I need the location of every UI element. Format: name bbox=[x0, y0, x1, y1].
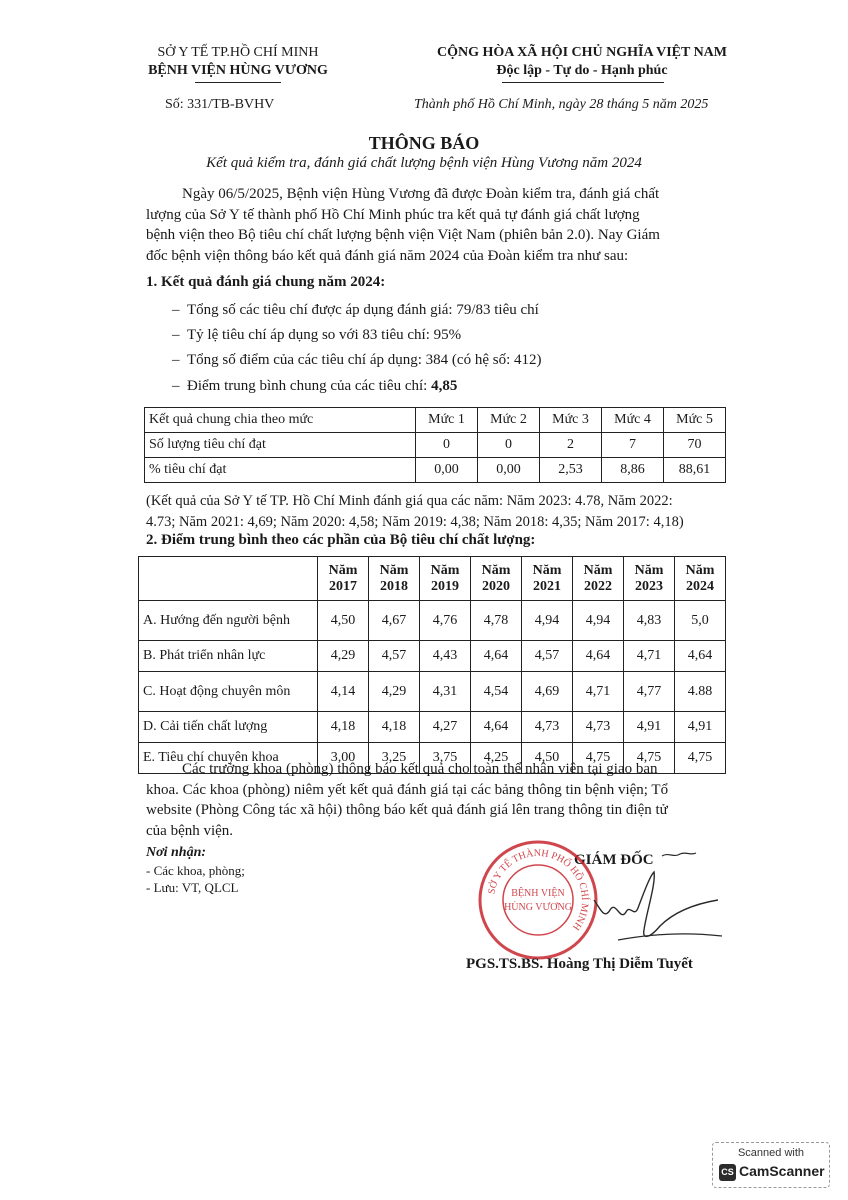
document-title: THÔNG BÁO bbox=[368, 133, 480, 153]
table-cell: Mức 2 bbox=[478, 408, 540, 433]
table-cell: Số lượng tiêu chí đạt bbox=[145, 433, 416, 458]
year-header bbox=[624, 557, 675, 601]
year-word: Năm bbox=[481, 562, 511, 578]
intro-line: bệnh viện theo Bộ tiêu chí chất lượng bệnh viện Việt Nam (phiên bản 2.0). Nay Giám bbox=[146, 227, 660, 243]
year-value: 2023 bbox=[635, 578, 663, 594]
year-value: 2019 bbox=[431, 578, 459, 594]
table-cell: 4,29 bbox=[318, 641, 369, 672]
table-cell: 4,78 bbox=[471, 601, 522, 641]
row-label: D. Cải tiến chất lượng bbox=[139, 712, 318, 743]
bullet-item bbox=[172, 302, 539, 319]
table-cell: 4,57 bbox=[522, 641, 573, 672]
table-cell: 4,69 bbox=[522, 672, 573, 712]
section2-heading: 2. Điểm trung bình theo các phần của Bộ tiêu chí chất lượng: bbox=[146, 532, 536, 548]
table-cell: 4,73 bbox=[522, 712, 573, 743]
bullet-item bbox=[172, 327, 461, 344]
intro-line: Ngày 06/5/2025, Bệnh viện Hùng Vương đã được Đoàn kiểm tra, đánh giá chất bbox=[182, 186, 660, 202]
section-scores-table bbox=[138, 556, 726, 774]
table-row bbox=[145, 433, 726, 458]
average-score: 4,85 bbox=[431, 378, 458, 394]
agency-name: SỞ Y TẾ TP.HỒ CHÍ MINH bbox=[157, 45, 319, 60]
intro-line: lượng của Sở Y tế thành phố Hồ Chí Minh phúc tra kết quả tự đánh giá chất lượng bbox=[146, 206, 640, 223]
row-label: B. Phát triển nhân lực bbox=[139, 641, 318, 672]
recipient-item: - Các khoa, phòng; bbox=[146, 863, 245, 878]
table-cell: 0,00 bbox=[416, 458, 478, 483]
note-line: (Kết quả của Sở Y tế TP. Hồ Chí Minh đánh giá qua các năm: Năm 2023: 4.78, Năm 2022: bbox=[146, 493, 673, 509]
nation-name: CỘNG HÒA XÃ HỘI CHỦ NGHĨA VIỆT NAM bbox=[436, 45, 727, 60]
table-cell: 4,64 bbox=[573, 641, 624, 672]
level-results-table bbox=[144, 407, 726, 483]
document-subtitle: Kết quả kiểm tra, đánh giá chất lượng bệnh viện Hùng Vương năm 2024 bbox=[206, 155, 642, 171]
table-cell: Mức 1 bbox=[416, 408, 478, 433]
year-header bbox=[318, 557, 369, 601]
table-cell: 8,86 bbox=[602, 458, 664, 483]
camscanner-badge bbox=[712, 1142, 830, 1188]
table-cell: Mức 4 bbox=[602, 408, 664, 433]
year-value: 2020 bbox=[482, 578, 510, 594]
table-cell: Mức 5 bbox=[664, 408, 726, 433]
scanned-with-label: Scanned with bbox=[737, 1147, 805, 1159]
table-cell: 4,64 bbox=[471, 712, 522, 743]
table-cell: Kết quả chung chia theo mức bbox=[145, 408, 416, 433]
table-cell: 4,75 bbox=[573, 743, 624, 774]
year-value: 2022 bbox=[584, 578, 612, 594]
document-number: Số: 331/TB-BVHV bbox=[165, 97, 275, 112]
table-header-row bbox=[145, 408, 726, 433]
closing-line: website (Phòng Công tác xã hội) thông báo kết quả đánh giá lên trang thông tin điện tử bbox=[146, 802, 668, 818]
hospital-seal bbox=[476, 838, 600, 962]
intro-line: đốc bệnh viện thông báo kết quả đánh giá năm 2024 của Đoàn kiểm tra như sau: bbox=[146, 247, 629, 264]
signer-role: GIÁM ĐỐC bbox=[574, 852, 654, 868]
seal-ring-text: SỞ Y TẾ THÀNH PHỐ HỒ CHÍ MINH bbox=[486, 847, 591, 933]
year-header bbox=[471, 557, 522, 601]
table-cell: 4,91 bbox=[624, 712, 675, 743]
year-word: Năm bbox=[583, 562, 613, 578]
dash-mark: – bbox=[172, 352, 180, 368]
year-word: Năm bbox=[430, 562, 460, 578]
table-cell: 4,18 bbox=[318, 712, 369, 743]
year-header bbox=[573, 557, 624, 601]
year-header bbox=[675, 557, 726, 601]
camscanner-name: CamScanner bbox=[739, 1163, 825, 1179]
table-cell: % tiêu chí đạt bbox=[145, 458, 416, 483]
table-header-row bbox=[139, 557, 726, 601]
national-motto: Độc lập - Tự do - Hạnh phúc bbox=[496, 63, 668, 78]
table-cell: 3,00 bbox=[318, 743, 369, 774]
table-cell: 4,31 bbox=[420, 672, 471, 712]
table-cell: 0 bbox=[416, 433, 478, 458]
note-line: 4.73; Năm 2021: 4,69; Năm 2020: 4,58; Năm 2019: 4,38; Năm 2018: 4,35; Năm 2017: 4,18) bbox=[146, 513, 684, 530]
table-cell: 4,94 bbox=[573, 601, 624, 641]
bullet-text: Tỷ lệ tiêu chí áp dụng so với 83 tiêu chí: 95% bbox=[187, 327, 462, 343]
year-word: Năm bbox=[328, 562, 358, 578]
header-left-rule bbox=[195, 82, 281, 83]
table-cell: 7 bbox=[602, 433, 664, 458]
table-cell: 4,50 bbox=[318, 601, 369, 641]
table-cell: 4.88 bbox=[675, 672, 726, 712]
dash-mark: – bbox=[172, 302, 180, 318]
year-value: 2018 bbox=[380, 578, 408, 594]
bullet-item bbox=[172, 378, 457, 395]
year-header bbox=[420, 557, 471, 601]
table-cell: 4,73 bbox=[573, 712, 624, 743]
table-cell: 4,75 bbox=[675, 743, 726, 774]
table-cell: 4,75 bbox=[624, 743, 675, 774]
table-cell: 3,75 bbox=[420, 743, 471, 774]
row-label: A. Hướng đến người bệnh bbox=[139, 601, 318, 641]
table-cell: Mức 3 bbox=[540, 408, 602, 433]
camscanner-logo-icon: CS bbox=[719, 1164, 736, 1181]
table-cell: 4,14 bbox=[318, 672, 369, 712]
recipient-item: - Lưu: VT, QLCL bbox=[146, 880, 239, 895]
table-cell: 4,71 bbox=[624, 641, 675, 672]
recipients-heading: Nơi nhận: bbox=[146, 845, 207, 860]
bullet-text: Tổng số các tiêu chí được áp dụng đánh giá: 79/83 tiêu chí bbox=[187, 302, 539, 318]
bullet-item bbox=[172, 352, 542, 369]
table-cell: 5,0 bbox=[675, 601, 726, 641]
dash-mark: – bbox=[172, 378, 180, 394]
table-cell: 0,00 bbox=[478, 458, 540, 483]
table-cell: 0 bbox=[478, 433, 540, 458]
table-cell: 4,71 bbox=[573, 672, 624, 712]
bullet-text: Điểm trung bình chung của các tiêu chí: bbox=[187, 378, 432, 394]
table-cell: 2,53 bbox=[540, 458, 602, 483]
table-cell: 4,57 bbox=[369, 641, 420, 672]
table-row bbox=[145, 458, 726, 483]
table-cell: 4,18 bbox=[369, 712, 420, 743]
dash-mark: – bbox=[172, 327, 180, 343]
table-cell: 4,64 bbox=[471, 641, 522, 672]
bullet-text: Tổng số điểm của các tiêu chí áp dụng: 384 (có hệ số: 412) bbox=[187, 352, 542, 368]
seal-center-line: HÙNG VƯƠNG bbox=[504, 902, 572, 913]
year-value: 2024 bbox=[686, 578, 714, 594]
closing-line: của bệnh viện. bbox=[146, 822, 234, 839]
table-row bbox=[139, 672, 726, 712]
row-label: E. Tiêu chí chuyên khoa bbox=[139, 743, 318, 774]
year-word: Năm bbox=[685, 562, 715, 578]
year-word: Năm bbox=[634, 562, 664, 578]
table-cell: 4,83 bbox=[624, 601, 675, 641]
closing-line: khoa. Các khoa (phòng) niêm yết kết quả đánh giá tại các bảng thông tin bệnh viện; Tổ bbox=[146, 781, 669, 798]
table-cell: 4,64 bbox=[675, 641, 726, 672]
table-row bbox=[139, 712, 726, 743]
table-cell: 4,76 bbox=[420, 601, 471, 641]
table-corner-cell bbox=[139, 557, 318, 601]
year-header bbox=[369, 557, 420, 601]
table-cell: 4,29 bbox=[369, 672, 420, 712]
year-value: 2021 bbox=[533, 578, 561, 594]
signer-name: PGS.TS.BS. Hoàng Thị Diễm Tuyết bbox=[466, 956, 693, 972]
seal-center-line: BỆNH VIỆN bbox=[511, 888, 565, 899]
table-cell: 4,43 bbox=[420, 641, 471, 672]
closing-line: Các trưởng khoa (phòng) thông báo kết quả cho toàn thể nhân viên tại giao ban bbox=[182, 761, 658, 777]
year-word: Năm bbox=[379, 562, 409, 578]
section1-heading: 1. Kết quả đánh giá chung năm 2024: bbox=[146, 274, 386, 290]
place-and-date: Thành phố Hồ Chí Minh, ngày 28 tháng 5 năm 2025 bbox=[414, 97, 709, 112]
table-cell: 4,27 bbox=[420, 712, 471, 743]
table-cell: 4,50 bbox=[522, 743, 573, 774]
row-label: C. Hoạt động chuyên môn bbox=[139, 672, 318, 712]
year-header bbox=[522, 557, 573, 601]
table-cell: 70 bbox=[664, 433, 726, 458]
table-row bbox=[139, 641, 726, 672]
table-cell: 4,54 bbox=[471, 672, 522, 712]
table-cell: 3,25 bbox=[369, 743, 420, 774]
table-cell: 4,91 bbox=[675, 712, 726, 743]
closing-paragraph bbox=[146, 759, 730, 841]
table-cell: 4,25 bbox=[471, 743, 522, 774]
year-word: Năm bbox=[532, 562, 562, 578]
header-right-rule bbox=[502, 82, 664, 83]
table-cell: 88,61 bbox=[664, 458, 726, 483]
year-value: 2017 bbox=[329, 578, 357, 594]
table-cell: 2 bbox=[540, 433, 602, 458]
table-cell: 4,94 bbox=[522, 601, 573, 641]
table-row bbox=[139, 601, 726, 641]
handwritten-signature bbox=[590, 848, 730, 952]
yearly-results-note bbox=[146, 491, 730, 532]
table-cell: 4,67 bbox=[369, 601, 420, 641]
intro-paragraph bbox=[146, 184, 730, 266]
hospital-name: BỆNH VIỆN HÙNG VƯƠNG bbox=[148, 63, 328, 78]
table-cell: 4,77 bbox=[624, 672, 675, 712]
